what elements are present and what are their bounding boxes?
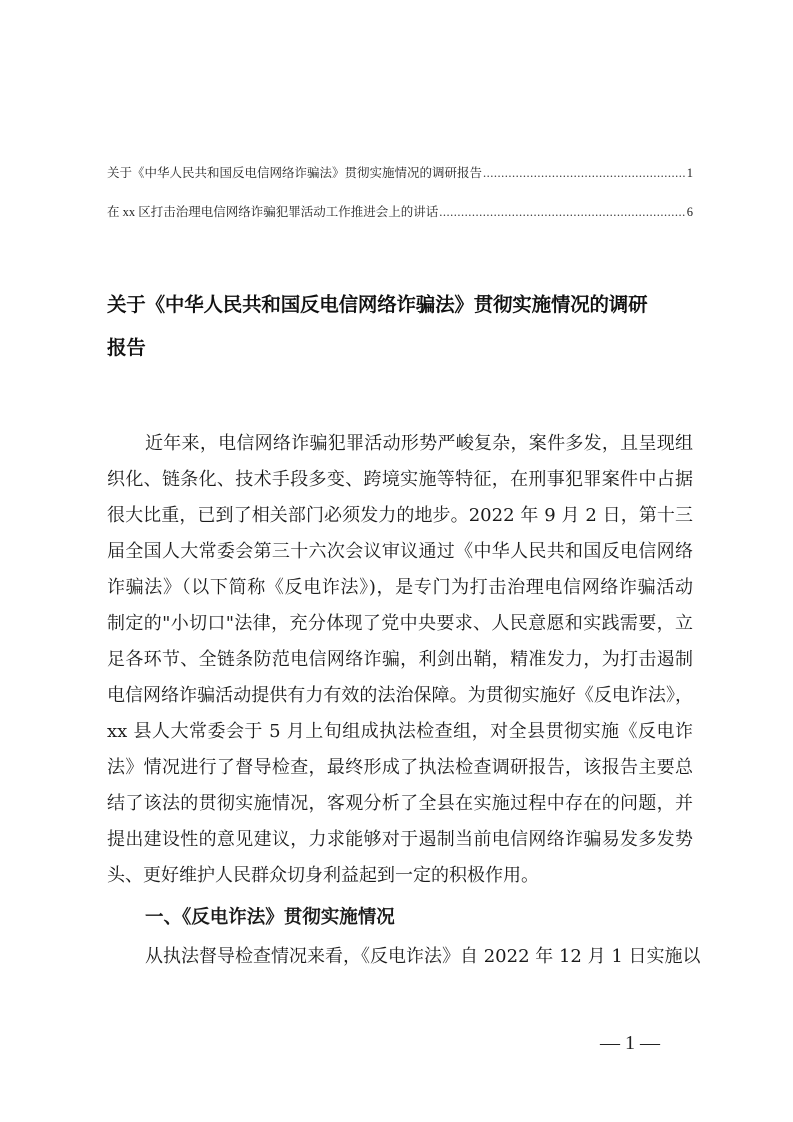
toc-entry[interactable] — [107, 202, 693, 220]
paragraph-line: 足各环节、全链条防范电信网络诈骗，利剑出鞘，精准发力，为打击遏制 — [107, 649, 693, 670]
toc-entry-title: 在 xx 区打击治理电信网络诈骗犯罪活动工作推进会上的讲话 — [107, 205, 439, 219]
paragraph-line: 提出建设性的意见建议，力求能够对于遏制当前电信网络诈骗易发多发势 — [107, 829, 693, 850]
title-line: 关于《中华人民共和国反电信网络诈骗法》贯彻实施情况的调研 — [107, 293, 648, 316]
toc-entry-title: 关于《中华人民共和国反电信网络诈骗法》贯彻实施情况的调研报告 — [107, 166, 483, 180]
paragraph-line: 法》情况进行了督导检查，最终形成了执法检查调研报告，该报告主要总 — [107, 757, 693, 778]
toc-entry[interactable] — [107, 163, 693, 181]
paragraph-line: 从执法督导检查情况来看，《反电诈法》自 2022 年 12 月 1 日实施以 — [145, 946, 701, 967]
toc-leader-dots — [439, 205, 685, 220]
paragraph-line: xx 县人大常委会于 5 月上旬组成执法检查组，对全县贯彻实施《反电诈 — [107, 721, 693, 742]
toc-leader-dots — [483, 166, 686, 181]
paragraph-line: 结了该法的贯彻实施情况，客观分析了全县在实施过程中存在的问题，并 — [107, 793, 693, 814]
toc-entry-page: 1 — [686, 166, 693, 180]
section-heading: 一、《反电诈法》贯彻实施情况 — [145, 907, 395, 928]
paragraph-line: 织化、链条化、技术手段多变、跨境实施等特征，在刑事犯罪案件中占据 — [107, 469, 693, 490]
paragraph-line: 近年来，电信网络诈骗犯罪活动形势严峻复杂，案件多发，且呈现组 — [145, 433, 693, 454]
paragraph-line: 制定的"小切口"法律，充分体现了党中央要求、人民意愿和实践需要，立 — [107, 613, 693, 634]
toc-entry-page: 6 — [686, 205, 693, 219]
title-line: 报告 — [107, 336, 146, 359]
paragraph-line: 头、更好维护人民群众切身利益起到一定的积极作用。 — [107, 865, 539, 886]
paragraph-line: 很大比重，已到了相关部门必须发力的地步。2022 年 9 月 2 日，第十三 — [107, 505, 693, 526]
paragraph-line: 电信网络诈骗活动提供有力有效的法治保障。为贯彻实施好《反电诈法》， — [107, 685, 693, 706]
paragraph-line: 届全国人大常委会第三十六次会议审议通过《中华人民共和国反电信网络 — [107, 541, 693, 562]
paragraph-line: 诈骗法》（以下简称《反电诈法》)，是专门为打击治理电信网络诈骗活动 — [107, 577, 693, 598]
page-number: — 1 — — [600, 1032, 660, 1054]
